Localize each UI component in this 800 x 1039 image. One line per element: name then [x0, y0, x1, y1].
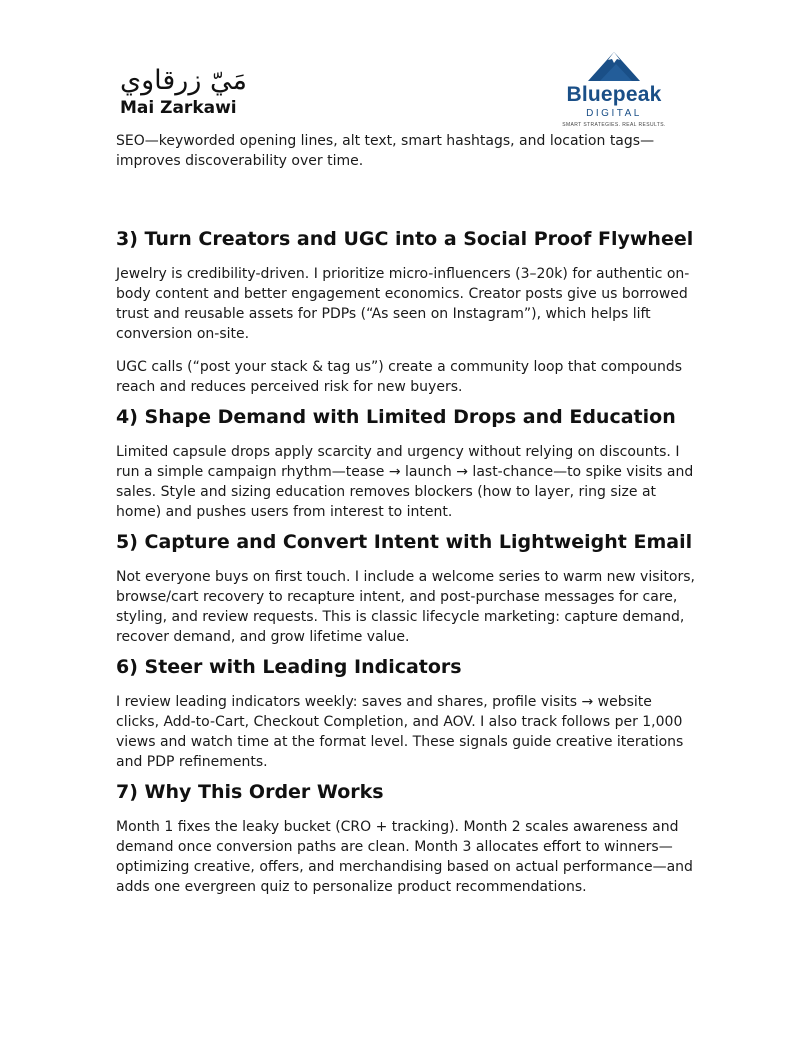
brand-subtitle: DIGITAL	[586, 108, 642, 119]
section-4	[116, 405, 696, 522]
intro-paragraph: SEO—keyworded opening lines, alt text, smart hashtags, and location tags—improves discoverability over time.	[116, 133, 655, 169]
mountain-icon	[586, 50, 642, 82]
author-logo	[120, 66, 260, 118]
section-3	[116, 227, 696, 397]
section-heading: 3) Turn Creators and UGC into a Social Proof Flywheel	[116, 228, 694, 250]
author-name-arabic: مَيّ زرقاوي	[120, 65, 247, 96]
section-paragraph: I review leading indicators weekly: saves and shares, profile visits → website clicks, Add-to-Cart, Checkout Completion, and AOV. I also track follows per 1,000 views and watch time at the format level. These signals guide creative iterations and PDP refinements.	[116, 694, 684, 770]
brand-name: Bluepeak	[566, 83, 662, 106]
section-heading: 5) Capture and Convert Intent with Lightweight Email	[116, 531, 693, 553]
section-heading: 6) Steer with Leading Indicators	[116, 656, 462, 678]
section-paragraph: UGC calls (“post your stack & tag us”) create a community loop that compounds reach and reduces perceived risk for new buyers.	[116, 359, 683, 395]
section-heading: 7) Why This Order Works	[116, 781, 384, 803]
brand-logo	[560, 50, 668, 129]
section-7	[116, 780, 696, 897]
section-paragraph: Limited capsule drops apply scarcity and urgency without relying on discounts. I run a simple campaign rhythm—tease → launch → last-chance—to spike visits and sales. Style and sizing education removes blockers (how to layer, ring size at home) and pushes users from interest to intent.	[116, 444, 694, 520]
section-heading: 4) Shape Demand with Limited Drops and Education	[116, 406, 676, 428]
author-name: Mai Zarkawi	[120, 98, 237, 118]
section-6	[116, 655, 696, 772]
section-paragraph: Not everyone buys on first touch. I include a welcome series to warm new visitors, browse/cart recovery to recapture intent, and post-purchase messages for care, styling, and review requests. This is classic lifecycle marketing: capture demand, recover demand, and grow lifetime value.	[116, 569, 695, 645]
section-5	[116, 530, 696, 647]
document-body	[116, 131, 696, 910]
brand-tagline: SMART STRATEGIES. REAL RESULTS.	[562, 122, 666, 128]
section-paragraph: Month 1 fixes the leaky bucket (CRO + tracking). Month 2 scales awareness and demand once conversion paths are clean. Month 3 allocates effort to winners—optimizing creative, offers, and merchandising based on actual performance—and adds one evergreen quiz to personalize product recommendations.	[116, 819, 693, 895]
section-paragraph: Jewelry is credibility-driven. I prioritize micro-influencers (3–20k) for authentic on-body content and better engagement economics. Creator posts give us borrowed trust and reusable assets for PDPs (“As seen on Instagram”), which helps lift conversion on-site.	[116, 266, 690, 342]
